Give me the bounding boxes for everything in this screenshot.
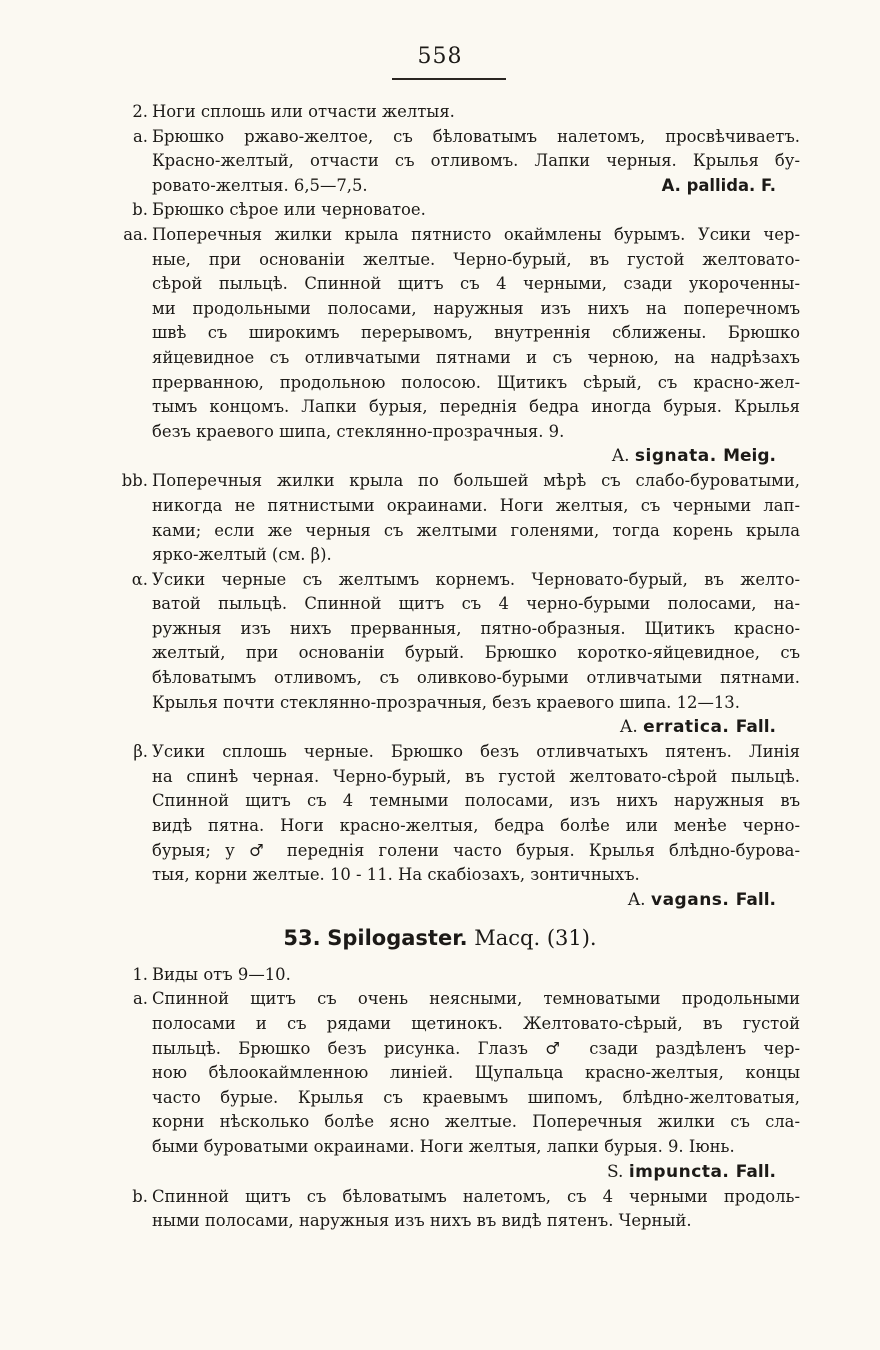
line-text: Спинной щитъ съ 4 темными полосами, изъ нихъ наружныя въ	[152, 791, 800, 811]
text-line	[152, 963, 800, 988]
line-text: ружныя изъ нихъ прерванныя, пятно-образныя. Щитикъ красно-	[152, 618, 800, 638]
section-author: Macq. (31).	[474, 925, 597, 950]
species-epithet: vagans.	[651, 889, 736, 910]
species-name	[152, 444, 800, 469]
line-text: ками; если же черныя съ желтыми голенями, тогда корень крыла	[152, 520, 800, 540]
entry-marker: α.	[131, 569, 148, 589]
species-author: Fall.	[735, 1161, 776, 1182]
line-text: Спинной щитъ съ очень неясными, темноватыми продольными	[152, 989, 800, 1009]
text-line	[152, 1012, 800, 1037]
text-line	[152, 617, 800, 642]
species-genus: A.	[627, 889, 651, 910]
entry-marker: a.	[133, 126, 148, 146]
line-text: тыя, корни желтые. 10 - 11. На скабiозахъ, зонтичныхъ.	[152, 865, 640, 885]
key-entry	[0, 198, 880, 223]
species-author: Meig.	[723, 446, 776, 467]
line-text: желтый, при основанiи бурый. Брюшко коротко-яйцевидное, съ	[152, 643, 800, 663]
text-line	[152, 297, 800, 322]
text-line	[152, 543, 800, 568]
text-line	[152, 863, 800, 888]
text-line	[152, 740, 800, 765]
section-genus: Spilogaster.	[327, 925, 468, 950]
entry-marker: bb.	[121, 471, 148, 491]
text-line	[152, 987, 800, 1012]
entry-text	[152, 1185, 800, 1234]
text-line	[152, 469, 800, 494]
text-line	[152, 100, 800, 125]
page-number-rule	[392, 78, 506, 80]
entry-marker: β.	[133, 742, 148, 762]
text-line	[152, 1135, 800, 1160]
entry-marker: b.	[132, 200, 148, 220]
entry-marker: b.	[132, 1186, 148, 1206]
text-line	[152, 814, 800, 839]
text-line	[152, 371, 800, 396]
text-line	[152, 519, 800, 544]
key-entries-bottom	[0, 963, 880, 1234]
text-line	[152, 125, 800, 150]
line-text: безъ краевого шипа, стеклянно-прозрачныя. 9.	[152, 421, 565, 441]
text-line	[152, 395, 800, 420]
species-genus: A.	[661, 175, 687, 195]
text-line	[152, 198, 800, 223]
section-number: 53.	[283, 925, 321, 950]
line-text: Усики сплошь черные. Брюшко безъ отливчатыхъ пятенъ. Линiя	[152, 742, 800, 762]
entry-marker: 1.	[132, 964, 148, 984]
species-epithet: pallida	[686, 175, 750, 195]
key-entries-top	[0, 100, 880, 913]
text-line	[152, 420, 800, 445]
text-line	[152, 321, 800, 346]
text-line	[152, 839, 800, 864]
line-text: Поперечныя жилки крыла пятнисто окаймлены бурымъ. Усики чер-	[152, 224, 800, 244]
line-text: Спинной щитъ съ бѣловатымъ налетомъ, съ 4 черными продоль-	[152, 1186, 800, 1206]
text-line	[152, 592, 800, 617]
line-text: видѣ пятна. Ноги красно-желтыя, бедра болѣе или менѣе черно-	[152, 816, 800, 836]
line-text: Брюшко сѣрое или черноватое.	[152, 200, 426, 220]
entry-marker: 2.	[132, 102, 148, 121]
text-line	[152, 494, 800, 519]
line-text: швѣ съ широкимъ перерывомъ, внутреннiя сближены. Брюшко	[152, 323, 800, 343]
key-entry	[0, 100, 880, 125]
species-genus: S.	[606, 1161, 629, 1182]
line-text: прерванною, продольною полосою. Щитикъ сѣрый, съ красно-жел-	[152, 372, 800, 392]
species-name	[662, 174, 776, 199]
text-line	[152, 346, 800, 371]
line-text: сѣрой пыльцѣ. Спинной щитъ съ 4 черными, сзади укороченны-	[152, 274, 800, 294]
entry-text	[152, 469, 800, 567]
line-text: ною бѣлоокаймленною линiей. Щупальца красно-желтыя, концы	[152, 1063, 800, 1083]
species-epithet: impuncta.	[628, 1161, 736, 1182]
line-text: полосами и съ рядами щетинокъ. Желтовато-сѣрый, въ густой	[152, 1014, 800, 1033]
text-line	[152, 174, 800, 199]
line-text: пыльцѣ. Брюшко безъ рисунка. Глазъ ♂ сзади раздѣленъ чер-	[152, 1038, 800, 1058]
text-line	[152, 641, 800, 666]
line-text: бѣловатымъ отливомъ, съ оливково-бурыми отливчатыми пятнами.	[152, 668, 800, 688]
line-text: ровато-желтыя. 6,5—7,5.	[152, 175, 368, 195]
species-name	[152, 888, 800, 913]
line-text: никогда не пятнистыми окраинами. Ноги желтыя, съ черными лап-	[152, 495, 800, 515]
text-line	[152, 666, 800, 691]
text-line	[152, 1086, 800, 1111]
text-line	[152, 223, 800, 248]
line-text: корни нѣсколько болѣе ясно желтые. Поперечныя жилки съ сла-	[152, 1112, 800, 1132]
entry-text	[152, 100, 800, 125]
line-text: Красно-желтый, отчасти съ отливомъ. Лапки черныя. Крылья бу-	[152, 151, 800, 171]
page-number: 558	[417, 44, 463, 69]
line-text: часто бурые. Крылья съ краевымъ шипомъ, блѣдно-желтоватыя,	[152, 1087, 800, 1107]
text-line	[152, 568, 800, 593]
text-line	[152, 1185, 800, 1210]
text-line	[152, 789, 800, 814]
line-text: быми буроватыми окраинами. Ноги желтыя, лапки бурыя. 9. Iюнь.	[152, 1136, 735, 1156]
text-line	[152, 248, 800, 273]
line-text: Поперечныя жилки крыла по большей мѣрѣ съ слабо-буроватыми,	[152, 471, 800, 491]
entry-text	[152, 223, 800, 444]
line-text: ные, при основанiи желтые. Черно-бурый, въ густой желтовато-	[152, 249, 800, 269]
text-line	[152, 272, 800, 297]
line-text: Виды отъ 9—10.	[152, 964, 291, 984]
line-text: бурыя; у ♂ переднiя голени часто бурыя. Крылья блѣдно-бурова-	[152, 840, 800, 860]
text-line	[152, 1037, 800, 1062]
entry-text	[152, 198, 800, 223]
entry-text	[152, 963, 800, 988]
entry-marker: aa.	[123, 224, 148, 244]
entry-marker: a.	[133, 989, 148, 1009]
entry-text	[152, 125, 800, 199]
line-text: Ноги сплошь или отчасти желтыя.	[152, 102, 455, 121]
line-text: Брюшко ржаво-желтое, съ бѣловатымъ налетомъ, просвѣчиваетъ.	[152, 126, 800, 146]
text-line	[152, 691, 800, 716]
entry-text	[152, 740, 800, 888]
line-text: ми продольными полосами, наружныя изъ нихъ на поперечномъ	[152, 298, 800, 318]
line-text: ными полосами, наружныя изъ нихъ въ видѣ пятенъ. Черный.	[152, 1211, 692, 1231]
line-text: Крылья почти стеклянно-прозрачныя, безъ краевого шипа. 12—13.	[152, 692, 740, 712]
line-text: на спинѣ черная. Черно-бурый, въ густой желтовато-сѣрой пыльцѣ.	[152, 766, 800, 786]
key-entry	[0, 469, 880, 567]
text-line	[152, 765, 800, 790]
text-line	[152, 1110, 800, 1135]
text-line	[152, 1061, 800, 1086]
section-heading	[0, 913, 880, 963]
species-name	[152, 715, 800, 740]
species-author: Fall.	[735, 717, 776, 738]
line-text: яйцевидное съ отливчатыми пятнами и съ черною, на надрѣзахъ	[152, 347, 800, 367]
key-entry	[0, 1185, 880, 1234]
key-entry	[0, 125, 880, 199]
species-author: Fall.	[735, 889, 776, 910]
text-line	[152, 149, 800, 174]
species-epithet: signata.	[634, 446, 724, 467]
species-genus: A.	[611, 446, 635, 467]
species-author: . F.	[749, 175, 776, 195]
line-text: Усики черные съ желтымъ корнемъ. Черновато-бурый, въ желто-	[152, 569, 800, 589]
line-text: ярко-желтый (см. β).	[152, 545, 332, 565]
key-entry	[0, 223, 880, 444]
key-entry	[0, 963, 880, 988]
key-entry	[0, 740, 880, 888]
entry-text	[152, 568, 800, 716]
line-text: ватой пыльцѣ. Спинной щитъ съ 4 черно-бурыми полосами, на-	[152, 594, 800, 614]
text-line	[152, 1209, 800, 1234]
entry-text	[152, 987, 800, 1159]
line-text: тымъ концомъ. Лапки бурыя, переднiя бедра иногда бурыя. Крылья	[152, 397, 800, 417]
page-content	[0, 100, 880, 1234]
species-name	[152, 1160, 800, 1185]
key-entry	[0, 568, 880, 716]
species-epithet: erratica.	[643, 717, 736, 738]
species-genus: A.	[620, 717, 644, 738]
key-entry	[0, 987, 880, 1159]
